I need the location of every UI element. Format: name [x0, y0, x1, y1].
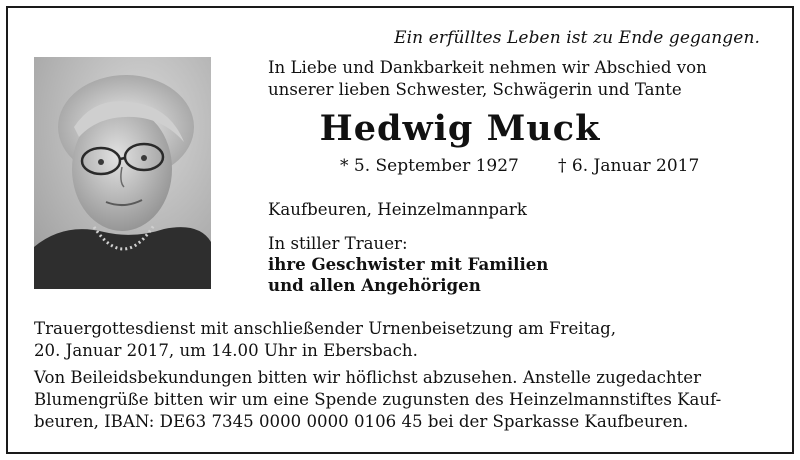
death-date: † 6. Januar 2017: [558, 156, 700, 176]
motto: Ein erfülltes Leben ist zu Ende gegangen.: [394, 28, 760, 48]
residence-place: Kaufbeuren, Heinzelmannpark: [268, 200, 527, 219]
service-info: [34, 318, 616, 362]
intro-text: [268, 57, 707, 101]
mourners-line: und allen Angehörigen: [268, 275, 481, 295]
request-line: beuren, IBAN: DE63 7345 0000 0000 0106 45 bei der Sparkasse Kaufbeuren.: [34, 412, 689, 431]
intro-line: unserer lieben Schwester, Schwägerin und Tante: [268, 80, 682, 99]
mourning-label: In stiller Trauer:: [268, 234, 408, 253]
birth-date: * 5. September 1927: [340, 156, 519, 176]
request-line: Blumengrüße bitten wir um eine Spende zugunsten des Heinzelmannstiftes Kauf-: [34, 390, 722, 409]
service-line: 20. Januar 2017, um 14.00 Uhr in Ebersbach.: [34, 341, 418, 360]
intro-line: In Liebe und Dankbarkeit nehmen wir Abschied von: [268, 58, 707, 77]
request-line: Von Beileidsbekundungen bitten wir höflichst abzusehen. Anstelle zugedachter: [34, 368, 702, 387]
mourners-block: [268, 233, 548, 296]
deceased-name: Hedwig Muck: [319, 108, 601, 149]
portrait-image: [34, 57, 211, 289]
donation-request: [34, 367, 721, 433]
portrait-photo: [34, 57, 211, 289]
service-line: Trauergottesdienst mit anschließender Urnenbeisetzung am Freitag,: [34, 319, 617, 338]
mourners-line: ihre Geschwister mit Familien: [268, 254, 549, 274]
